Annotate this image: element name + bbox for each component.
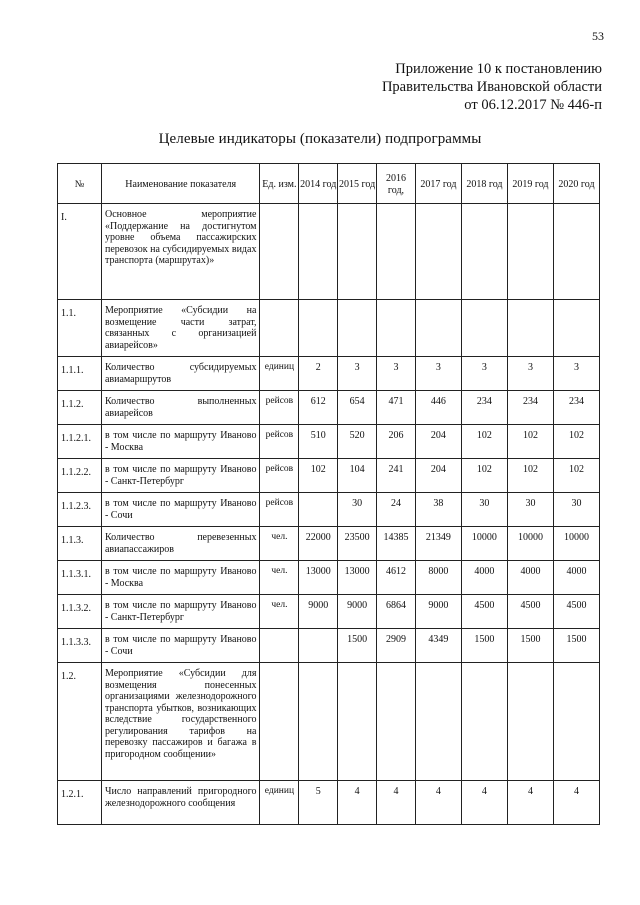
year-value-cell: 520 (338, 425, 377, 459)
year-value-cell: 5 (299, 781, 338, 825)
year-value-cell: 102 (507, 425, 553, 459)
year-value-cell (299, 663, 338, 781)
header-year: 2017 год (415, 164, 461, 204)
year-value-cell: 21349 (415, 527, 461, 561)
year-value-cell: 4 (507, 781, 553, 825)
year-value-cell (507, 204, 553, 300)
year-value-cell (338, 663, 377, 781)
year-value-cell: 4000 (461, 561, 507, 595)
appendix-line-2: Правительства Ивановской области (381, 79, 602, 95)
year-value-cell: 510 (299, 425, 338, 459)
row-number-cell: 1.1.2.2. (58, 459, 102, 493)
header-year: 2015 год (338, 164, 377, 204)
indicator-name-cell: в том числе по маршруту Иваново - Сочи (101, 629, 260, 663)
year-value-cell: 4 (377, 781, 416, 825)
year-value-cell: 9000 (415, 595, 461, 629)
year-value-cell: 13000 (299, 561, 338, 595)
year-value-cell: 234 (507, 391, 553, 425)
year-value-cell (415, 204, 461, 300)
year-value-cell: 30 (338, 493, 377, 527)
year-value-cell: 30 (553, 493, 599, 527)
row-number-cell: 1.1.3.1. (58, 561, 102, 595)
header-year: 2016 год, (377, 164, 416, 204)
year-value-cell: 446 (415, 391, 461, 425)
year-value-cell: 241 (377, 459, 416, 493)
year-value-cell: 6864 (377, 595, 416, 629)
row-number-cell: 1.1.3. (58, 527, 102, 561)
unit-cell: чел. (260, 595, 299, 629)
year-value-cell (553, 204, 599, 300)
year-value-cell: 4 (461, 781, 507, 825)
row-number-cell: 1.2. (58, 663, 102, 781)
indicator-name-cell: Мероприятие «Субсидии на возмещение части затрат, связанных с организацией авиарейсов» (101, 300, 260, 357)
year-value-cell: 654 (338, 391, 377, 425)
table-row (58, 459, 600, 493)
indicator-name-cell: Количество выполненных авиарейсов (101, 391, 260, 425)
year-value-cell: 10000 (461, 527, 507, 561)
year-value-cell (553, 663, 599, 781)
unit-cell: единиц (260, 357, 299, 391)
unit-cell: чел. (260, 561, 299, 595)
indicator-name-cell: в том числе по маршруту Иваново - Санкт-Петербург (101, 459, 260, 493)
year-value-cell: 4000 (553, 561, 599, 595)
year-value-cell: 3 (553, 357, 599, 391)
indicator-name-cell: в том числе по маршруту Иваново - Москва (101, 425, 260, 459)
year-value-cell: 4500 (461, 595, 507, 629)
year-value-cell: 4349 (415, 629, 461, 663)
year-value-cell (377, 204, 416, 300)
year-value-cell: 3 (461, 357, 507, 391)
row-number-cell: 1.1.1. (58, 357, 102, 391)
year-value-cell (299, 629, 338, 663)
year-value-cell: 4500 (553, 595, 599, 629)
year-value-cell: 4 (338, 781, 377, 825)
year-value-cell (377, 663, 416, 781)
year-value-cell: 22000 (299, 527, 338, 561)
indicators-table (57, 163, 600, 825)
table-row (58, 663, 600, 781)
row-number-cell: 1.1.3.3. (58, 629, 102, 663)
header-year: 2018 год (461, 164, 507, 204)
year-value-cell: 8000 (415, 561, 461, 595)
year-value-cell: 102 (507, 459, 553, 493)
table-row (58, 391, 600, 425)
unit-cell: единиц (260, 781, 299, 825)
row-number-cell: 1.1. (58, 300, 102, 357)
appendix-reference (382, 60, 602, 114)
year-value-cell: 38 (415, 493, 461, 527)
unit-cell: рейсов (260, 459, 299, 493)
year-value-cell (461, 300, 507, 357)
table-body (58, 204, 600, 825)
year-value-cell: 4 (415, 781, 461, 825)
year-value-cell (299, 300, 338, 357)
year-value-cell: 10000 (553, 527, 599, 561)
table-row (58, 357, 600, 391)
year-value-cell: 3 (338, 357, 377, 391)
table-row (58, 493, 600, 527)
year-value-cell: 1500 (507, 629, 553, 663)
indicator-name-cell: в том числе по маршруту Иваново - Сочи (101, 493, 260, 527)
year-value-cell (377, 300, 416, 357)
year-value-cell: 102 (553, 459, 599, 493)
unit-cell: рейсов (260, 493, 299, 527)
unit-cell: рейсов (260, 391, 299, 425)
year-value-cell (415, 300, 461, 357)
year-value-cell: 102 (461, 425, 507, 459)
year-value-cell: 1500 (338, 629, 377, 663)
year-value-cell (415, 663, 461, 781)
year-value-cell: 2909 (377, 629, 416, 663)
unit-cell (260, 204, 299, 300)
year-value-cell: 206 (377, 425, 416, 459)
unit-cell (260, 663, 299, 781)
table-row (58, 425, 600, 459)
table-row (58, 595, 600, 629)
unit-cell: рейсов (260, 425, 299, 459)
year-value-cell (553, 300, 599, 357)
year-value-cell (461, 663, 507, 781)
year-value-cell (461, 204, 507, 300)
year-value-cell: 204 (415, 425, 461, 459)
year-value-cell: 234 (553, 391, 599, 425)
table-row (58, 629, 600, 663)
year-value-cell: 612 (299, 391, 338, 425)
page-number: 53 (592, 29, 604, 43)
year-value-cell (299, 204, 338, 300)
year-value-cell: 30 (461, 493, 507, 527)
year-value-cell: 9000 (338, 595, 377, 629)
year-value-cell: 1500 (461, 629, 507, 663)
header-number: № (58, 164, 102, 204)
year-value-cell: 4612 (377, 561, 416, 595)
row-number-cell: 1.1.2.3. (58, 493, 102, 527)
year-value-cell: 1500 (553, 629, 599, 663)
table-row (58, 561, 600, 595)
row-number-cell: I. (58, 204, 102, 300)
appendix-line-3: от 06.12.2017 № 446-п (464, 97, 602, 113)
unit-cell: чел. (260, 527, 299, 561)
header-year: 2019 год (507, 164, 553, 204)
year-value-cell: 4500 (507, 595, 553, 629)
header-year: 2020 год (553, 164, 599, 204)
year-value-cell (338, 300, 377, 357)
indicator-name-cell: Основное мероприятие «Поддержание на достигнутом уровне объема пассажирских перевозок на субсидируемых видах транспорта (маршрутах)» (101, 204, 260, 300)
row-number-cell: 1.1.3.2. (58, 595, 102, 629)
year-value-cell: 14385 (377, 527, 416, 561)
year-value-cell: 4000 (507, 561, 553, 595)
year-value-cell (507, 300, 553, 357)
year-value-cell: 102 (461, 459, 507, 493)
year-value-cell: 471 (377, 391, 416, 425)
table-row (58, 300, 600, 357)
year-value-cell: 2 (299, 357, 338, 391)
indicator-name-cell: в том числе по маршруту Иваново - Санкт-Петербург (101, 595, 260, 629)
indicator-name-cell: Число направлений пригородного железнодорожного сообщения (101, 781, 260, 825)
year-value-cell: 23500 (338, 527, 377, 561)
year-value-cell: 10000 (507, 527, 553, 561)
year-value-cell: 102 (299, 459, 338, 493)
indicator-name-cell: в том числе по маршруту Иваново - Москва (101, 561, 260, 595)
year-value-cell (299, 493, 338, 527)
year-value-cell: 3 (507, 357, 553, 391)
year-value-cell: 4 (553, 781, 599, 825)
appendix-line-1: Приложение 10 к постановлению (395, 61, 602, 77)
header-name: Наименование показателя (101, 164, 260, 204)
unit-cell (260, 300, 299, 357)
year-value-cell (507, 663, 553, 781)
row-number-cell: 1.1.2. (58, 391, 102, 425)
year-value-cell: 204 (415, 459, 461, 493)
year-value-cell: 13000 (338, 561, 377, 595)
unit-cell (260, 629, 299, 663)
row-number-cell: 1.1.2.1. (58, 425, 102, 459)
year-value-cell: 234 (461, 391, 507, 425)
row-number-cell: 1.2.1. (58, 781, 102, 825)
indicator-name-cell: Мероприятие «Субсидии для возмещения понесенных организациями железнодорожного транспорта убытков, возникающих вследствие государственного регулирования тарифов на перевозку пассажиров и багажа в пригородном сообщении» (101, 663, 260, 781)
year-value-cell: 9000 (299, 595, 338, 629)
year-value-cell: 3 (415, 357, 461, 391)
table-header-row (58, 164, 600, 204)
indicator-name-cell: Количество перевезенных авиапассажиров (101, 527, 260, 561)
year-value-cell: 30 (507, 493, 553, 527)
year-value-cell: 3 (377, 357, 416, 391)
year-value-cell (338, 204, 377, 300)
document-title: Целевые индикаторы (показатели) подпрограммы (158, 131, 482, 147)
year-value-cell: 104 (338, 459, 377, 493)
indicator-name-cell: Количество субсидируемых авиамаршрутов (101, 357, 260, 391)
table-row (58, 781, 600, 825)
year-value-cell: 24 (377, 493, 416, 527)
table-row (58, 204, 600, 300)
table-row (58, 527, 600, 561)
header-year: 2014 год (299, 164, 338, 204)
year-value-cell: 102 (553, 425, 599, 459)
header-unit: Ед. изм. (260, 164, 299, 204)
